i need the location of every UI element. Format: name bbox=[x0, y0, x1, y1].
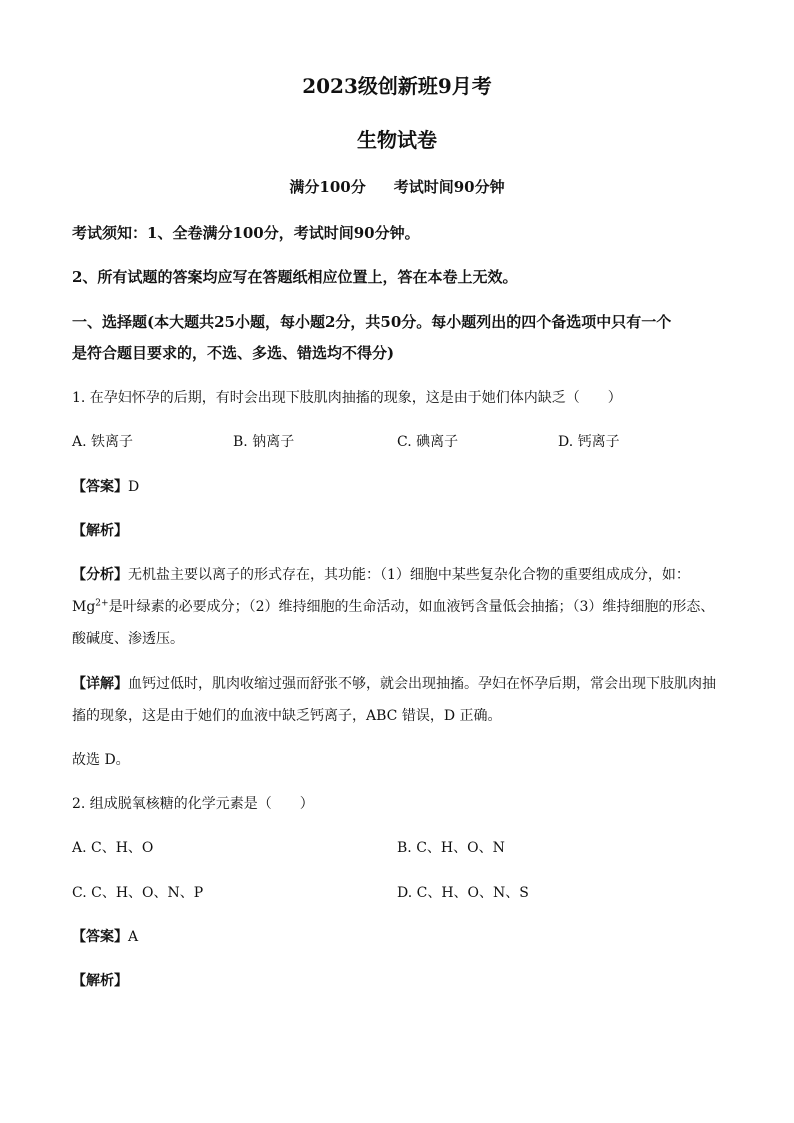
exam-title: 2023级创新班9月考 bbox=[302, 74, 492, 98]
q1-stem: 1. 在孕妇怀孕的后期，有时会出现下肢肌肉抽搐的现象，这是由于她们体内缺乏（ ） bbox=[72, 390, 622, 406]
q1-option-c: C. 碘离子 bbox=[397, 434, 459, 450]
q2-option-b: B. C、H、O、N bbox=[397, 840, 505, 856]
q2-option-d: D. C、H、O、N、S bbox=[397, 885, 529, 901]
notice-line-2: 2、所有试题的答案均应写在答题纸相应位置上，答在本卷上无效。 bbox=[72, 268, 518, 286]
section-heading-line-1: 一、选择题(本大题共25小题，每小题2分，共50分。每小题列出的四个备选项中只有一个 bbox=[72, 313, 672, 331]
score-time-line bbox=[0, 176, 794, 197]
section-heading-line-2: 是符合题目要求的，不选、多选、错选均不得分) bbox=[72, 344, 395, 362]
q2-analysis-tag: 【解析】 bbox=[72, 973, 128, 989]
q1-fenxi-line-3: 酸碱度、渗透压。 bbox=[72, 631, 184, 647]
q1-option-a: A. 铁离子 bbox=[72, 434, 134, 450]
q2-stem: 2. 组成脱氧核糖的化学元素是（ ） bbox=[72, 796, 314, 812]
q2-answer bbox=[72, 926, 138, 946]
answer-tag: 【答案】 bbox=[72, 929, 128, 945]
q1-answer bbox=[72, 476, 139, 496]
fenxi-tag: 【分析】 bbox=[72, 567, 128, 583]
xiangjie-tag: 【详解】 bbox=[72, 676, 128, 692]
full-score: 满分100分 bbox=[289, 178, 366, 196]
q1-conclusion: 故选 D。 bbox=[72, 752, 130, 768]
q1-xiangjie-line-2: 搐的现象，这是由于她们的血液中缺乏钙离子，ABC 错误，D 正确。 bbox=[72, 708, 502, 724]
q1-fenxi-line-2: $Mg^{2+}$是叶绿素的必要成分；（2）维持细胞的生命活动，如血液钙含量低会抽搐；（3）维持细胞的形态、 bbox=[72, 598, 715, 615]
exam-subtitle: 生物试卷 bbox=[357, 128, 437, 152]
q2-option-c: C. C、H、O、N、P bbox=[72, 885, 204, 901]
q1-option-d: D. 钙离子 bbox=[558, 434, 620, 450]
notice-line-1: 考试须知：1、全卷满分100分，考试时间90分钟。 bbox=[72, 224, 420, 242]
q1-analysis-tag: 【解析】 bbox=[72, 523, 128, 539]
q1-fenxi-line-1: 【分析】无机盐主要以离子的形式存在，其功能：（1）细胞中某些复杂化合物的重要组成成分，如： bbox=[72, 567, 690, 583]
exam-time: 考试时间90分钟 bbox=[393, 178, 505, 196]
q2-option-a: A. C、H、O bbox=[72, 840, 154, 856]
answer-tag: 【答案】 bbox=[72, 479, 128, 495]
answer-value: D bbox=[128, 479, 140, 495]
q1-xiangjie-line-1: 【详解】血钙过低时，肌肉收缩过强而舒张不够，就会出现抽搐。孕妇在怀孕后期，常会出现下肢肌肉抽 bbox=[72, 676, 716, 692]
q1-option-b: B. 钠离子 bbox=[233, 434, 295, 450]
answer-value: A bbox=[128, 929, 139, 945]
